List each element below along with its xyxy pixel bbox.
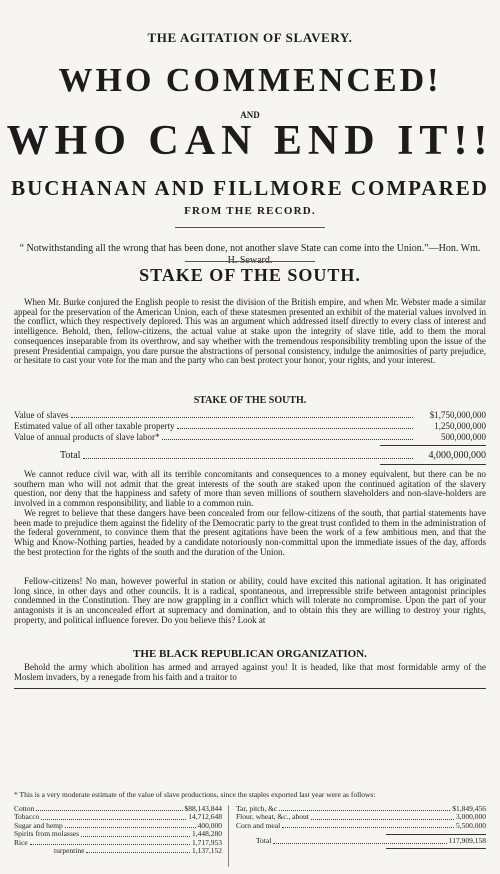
- export-value: 3,000,000: [456, 812, 486, 822]
- export-label: Flour, wheat, &c., about: [236, 812, 309, 822]
- export-label: turpentine: [54, 846, 85, 856]
- export-row: [14, 847, 222, 855]
- stake-row-value: 500,000,000: [441, 432, 486, 442]
- seward-quote: “ Notwithstanding all the wrong that has been done, not another slave State can come into the Union.”—Hon. Wm. H. Seward.: [19, 243, 481, 266]
- export-label: Tar, pitch, &c: [236, 804, 278, 813]
- stake-table-title: STAKE OF THE SOUTH.: [193, 395, 307, 406]
- paragraph-dangers: We regret to believe that these dangers have been concealed from our fellow-citizens of the south, that partial statements have been made to prejudice them against the fidelity of the Democratic party to the great trust confided to them in the administration of the federal government, to convince them that the present agitations have been the work of a few ambitious men, and that the Whig and Know-Nothing parties, headed by a candidate notoriously non-committal upon the immediate issues of the day, affords the best protection for the rights of the south and the duration of the Union.: [14, 508, 486, 557]
- stake-row: [14, 421, 486, 431]
- exports-left-column: [14, 805, 222, 855]
- leader-dots: [81, 836, 190, 837]
- comparison-title: BUCHANAN AND FILLMORE COMPARED: [11, 176, 489, 200]
- leader-dots: [282, 827, 454, 828]
- sum-rule: [380, 464, 486, 465]
- divider-rule: [185, 261, 315, 262]
- sum-rule: [386, 848, 486, 849]
- paragraph-army: Behold the army which abolition has armed and arrayed against you! It is headed, like that most formidable army of the Moslem invaders, by a renegade from his faith and a traitor to: [14, 662, 486, 682]
- leader-dots: [279, 810, 450, 811]
- paragraph-fellow-citizens: Fellow-citizens! No man, however powerful in station or ability, could have excited this national agitation. It has originated long since, in other days and other councils. It is a radical, spontaneous, and irrepressible strife between antagonist principles condemned in the Constitution. They are now grappling in a conflict which will tolerate no compromise. Upon the part of your antagonists it is an unconcealed effort at supremacy and domination, and to obtain this they are willing to destroy your rights, property, and political influence forever. Do you believe this? Look at: [14, 576, 486, 625]
- leader-dots: [65, 827, 196, 828]
- leader-dots: [86, 852, 190, 853]
- stake-row: [14, 410, 486, 420]
- export-value: 1,137,152: [192, 846, 222, 856]
- export-value: $88,143,844: [184, 804, 222, 813]
- leader-dots: [83, 458, 413, 459]
- leader-dots: [311, 819, 454, 820]
- title-connector: AND: [240, 110, 260, 120]
- leader-dots: [162, 439, 413, 440]
- kicker-heading: THE AGITATION OF SLAVERY.: [147, 30, 353, 45]
- stake-total-label: Total: [60, 450, 81, 461]
- export-value: $1,849,456: [452, 804, 486, 813]
- footnote: * This is a very moderate estimate of the value of slave productions, since the staples exported last year were as follows:: [14, 790, 376, 799]
- exports-right-column: [236, 805, 486, 849]
- main-title: WHO COMMENCED!: [58, 62, 442, 99]
- exports-total-row: [236, 837, 486, 845]
- section-heading-organization: THE BLACK REPUBLICAN ORGANIZATION.: [133, 648, 367, 660]
- export-value: 1,717,953: [192, 837, 222, 847]
- export-label: Sugar and hemp: [14, 820, 63, 830]
- leader-dots: [273, 843, 446, 844]
- stake-row-label: Estimated value of all other taxable property: [14, 421, 175, 431]
- paragraph-civil-war: We cannot reduce civil war, with all its terrible concomitants and consequences to a money equivalent, but there can be no southern man who will not admit that the great interests of the south are staked upon the continued agitation of the slavery question, nor deny that the happiness and safety of more than seven millions of southern slaveholders and non-slave-holders are involved in a common responsibility, and liable to a common ruin.: [14, 469, 486, 509]
- export-value: 1,448,280: [192, 829, 222, 839]
- exports-total-value: 117,909,158: [448, 836, 486, 846]
- stake-total-value: 4,000,000,000: [428, 450, 486, 461]
- export-row: [236, 822, 486, 830]
- export-label: Corn and meal: [236, 820, 281, 830]
- export-label: Spirits from molasses: [14, 829, 79, 839]
- export-label: Tobacco: [14, 812, 40, 822]
- stake-total-row: [60, 451, 486, 461]
- paragraph-burke: When Mr. Burke conjured the English people to resist the division of the British empire, and when Mr. Webster made a similar appeal for the preservation of the American Union, each of these statesmen presented an exhibit of the material values involved in the conflict, which they respectively deplored. This was an argument which addressed itself directly to every class of interest and intelligence. Behold, then, fellow-citizens, the actual value at stake upon the integrity of slave title, add to them the moral consequences inseparable from its overthrow, and say whether with the tremendous responsibility trembling upon the issue of the present Presidential campaign, you dare pursue the abstractions of personal consistency, indulge the animosities of party prejudice, or hesitate to cast your vote for the man and the party who can best protect your honor, your rights, and your interest.: [14, 297, 486, 366]
- stake-row-value: $1,750,000,000: [429, 410, 486, 420]
- sum-rule: [380, 445, 486, 446]
- export-row: [14, 830, 222, 838]
- stake-row-label: Value of annual products of slave labor*: [14, 432, 160, 442]
- column-divider: [228, 805, 229, 867]
- exports-total-label: Total: [256, 836, 272, 846]
- export-value: 400,000: [197, 820, 222, 830]
- export-value: 5,500,000: [456, 820, 486, 830]
- leader-dots: [177, 428, 413, 429]
- export-value: 14,712,648: [188, 812, 222, 822]
- section-heading: STAKE OF THE SOUTH.: [139, 265, 361, 285]
- second-title: WHO CAN END IT!!: [6, 118, 494, 164]
- leader-dots: [36, 810, 182, 811]
- sum-rule: [386, 834, 486, 835]
- export-label: Cotton: [14, 804, 35, 813]
- footnote-rule: [14, 688, 486, 689]
- leader-dots: [30, 844, 190, 845]
- divider-rule: [175, 227, 325, 228]
- export-label: Rice: [14, 837, 28, 847]
- record-subtitle: FROM THE RECORD.: [184, 205, 316, 217]
- stake-row-label: Value of slaves: [14, 410, 69, 420]
- leader-dots: [41, 819, 186, 820]
- export-row: [14, 839, 222, 847]
- leader-dots: [71, 417, 413, 418]
- stake-row: [14, 432, 486, 442]
- stake-row-value: 1,250,000,000: [434, 421, 486, 431]
